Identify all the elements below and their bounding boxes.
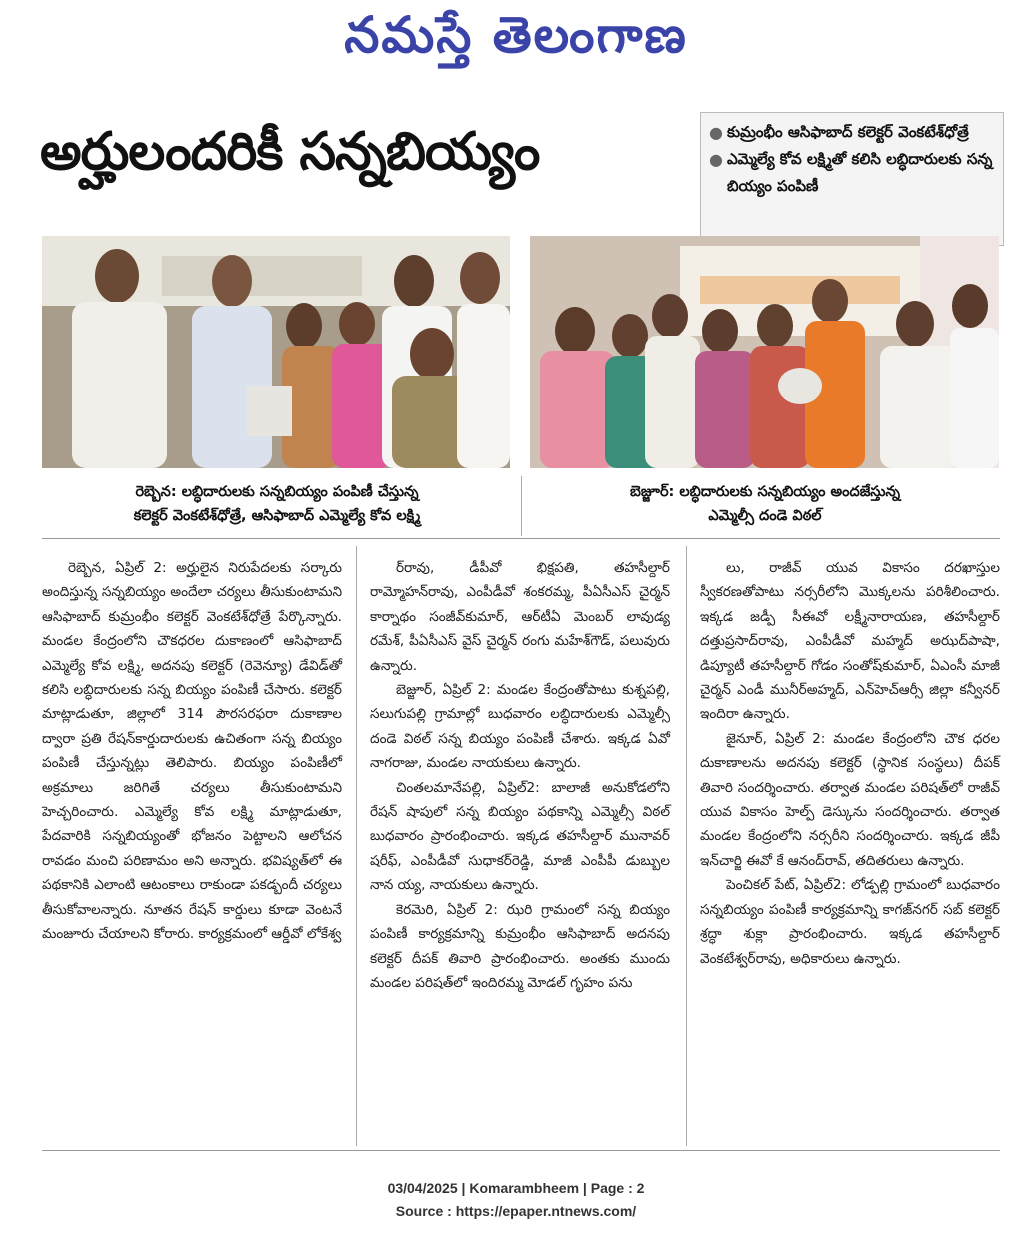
article-paragraph: కెరమెరి, ఏప్రిల్ 2: ఝరి గ్రామంలో సన్న బియ్యం పంపిణీ కార్యక్రమాన్ని కుమ్రంభీం ఆసిఫాబాద్ అదనపు కలెక్టర్ దీపక్ తివారి ప్రారంభించారు. అంతకు ముందు మండల పరిషత్‌లో ఇందిరమ్మ మోడల్ గృహం పను xyxy=(370,901,670,991)
bullet-icon: ● xyxy=(709,150,723,169)
subheading-text: ఎమ్మెల్యే కోవ లక్ష్మితో కలిసి లబ్ధిదారులకు సన్న బియ్యం పంపిణీ xyxy=(727,150,993,195)
article-column-2 xyxy=(370,556,670,995)
caption-line: కలెక్టర్ వెంకటేశ్‌ధోత్రే, ఆసిఫాబాద్ ఎమ్మెల్యే కోవ లక్ష్మి xyxy=(133,508,421,524)
subheading-item xyxy=(709,119,995,146)
caption-line: ఎమ్మెల్సీ దండె విఠల్ xyxy=(708,508,822,524)
subheading-box xyxy=(700,112,1004,246)
subheading-text: కుమ్రంభీం ఆసిఫాబాద్ కలెక్టర్ వెంకటేశ్‌ధోత్రే xyxy=(727,123,969,141)
column-divider xyxy=(686,546,687,1146)
bullet-icon: ● xyxy=(709,123,723,142)
article-paragraph: ర్‌రావు, డీపీవో భిక్షపతి, తహసీల్దార్ రామ్మోహన్‌రావు, ఎంపీడీవో శంకరమ్మ, పీఏసీఎస్ చైర్మన్ కార్నాథం సంజీవ్‌కుమార్, ఆర్‌టీఏ మెంబర్ లావుడ్య రమేశ్, పీఏసీఎస్ వైస్ చైర్మన్ రంగు మహేశ్‌గౌడ్, పలువురు ఉన్నారు. xyxy=(370,560,670,674)
subheading-item xyxy=(709,146,995,200)
caption-divider xyxy=(521,476,522,536)
footer-source-link[interactable]: Source : https://epaper.ntnews.com/ xyxy=(395,1203,637,1219)
article-column-1 xyxy=(42,556,342,947)
column-divider xyxy=(356,546,357,1146)
article-paragraph: జైనూర్, ఏప్రిల్ 2: మండల కేంద్రంలోని చౌక ధరల దుకాణాలను అదనపు కలెక్టర్ (స్థానిక సంస్థలు) దీపక్ తివారి సందర్శించారు. తర్వాత మండల పరిషత్‌లో రాజీవ్ యువ వికాసం హెల్ప్ డెస్కును సందర్శించారు. తర్వాత మండల కేంద్రంలోని నర్సరీని సందర్శించారు. ఇక్కడ జీపీ ఇన్‌చార్జి ఈవో కే ఆనంద్‌రావ్, తదితరులు ఉన్నారు. xyxy=(700,730,1000,869)
article-paragraph: చింతలమానేపల్లి, ఏప్రిల్2: బాలాజీ అనుకోడలోని రేషన్ షాపులో సన్న బియ్యం పథకాన్ని ఎమ్మెల్సీ విఠల్ బుధవారం ప్రారంభించారు. ఇక్కడ తహసీల్దార్ మునావర్ షరీఫ్, ఎంపీడీవో సుధాకర్‌రెడ్డి, మాజీ ఎంపీపీ డుబ్బుల నాన య్య, నాయకులు ఉన్నారు. xyxy=(370,779,670,894)
article-paragraph: బెజ్జూర్, ఏప్రిల్ 2: మండల కేంద్రంతోపాటు కుశ్నపల్లి, సలుగుపల్లి గ్రామాల్లో బుధవారం లబ్ధిదారులకు ఎమ్మెల్సీ దండె విఠల్ సన్న బియ్యం పంపిణీ చేశారు. ఇక్కడ ఏవో నాగరాజు, మండల నాయకులు ఉన్నారు. xyxy=(370,682,670,772)
article-paragraph: లు, రాజీవ్ యువ వికాసం దరఖాస్తుల స్వీకరణతోపాటు నర్సరీలోని మొక్కలను పరిశీలించారు. ఇక్కడ జడ్పీ సీఈవో లక్ష్మీనారాయణ, తహసీల్దార్ దత్తుప్రసాద్‌రావు, ఎంపీడీవో మహ్మద్ అఝద్‌పాషా, డిప్యూటీ తహసీల్దార్ గోడం సంతోష్‌కుమార్, ఏఎంసీ మాజీ చైర్మన్ ఎండీ మునీర్‌అహ్మద్, ఎన్‌హెచ్‌ఆర్సీ జిల్లా కన్వీనర్ ఇందిరా ఉన్నారు. xyxy=(700,560,1000,723)
photo-rebbena-distribution xyxy=(42,236,510,468)
article-paragraph: పెంచికల్ పేట్, ఏప్రిల్2: లోడ్పల్లి గ్రామంలో బుధవారం సన్నబియ్యం పంపిణీ కార్యక్రమాన్ని కాగజ్‌నగర్ సబ్ కలెక్టర్ శ్రద్ధా శుక్లా ప్రారంభించారు. ఇక్కడ తహసీల్దార్ వెంకటేశ్వర్‌రావు, అధికారులు ఉన్నారు. xyxy=(700,877,1000,967)
article-column-3 xyxy=(700,556,1000,971)
bottom-divider xyxy=(42,1150,1000,1151)
photo-bejjur-distribution xyxy=(530,236,999,468)
photo-caption-left xyxy=(42,480,512,528)
photo-illustration xyxy=(530,236,999,468)
photo-illustration xyxy=(42,236,510,468)
article-headline: అర్హులందరికీ సన్నబియ్యం xyxy=(40,122,540,182)
newspaper-masthead: నమస్తే తెలంగాణ xyxy=(344,6,688,64)
caption-line: రెబ్బెన: లబ్ధిదారులకు సన్నబియ్యం పంపిణీ చేస్తున్న xyxy=(135,484,419,500)
footer-date-edition: 03/04/2025 | Komarambheem | Page : 2 xyxy=(387,1180,645,1196)
article-paragraph: రెబ్బెన, ఏప్రిల్ 2: అర్హులైన నిరుపేదలకు సర్కారు అందిస్తున్న సన్నబియ్యం అందేలా చర్యలు తీసుకుంటామని ఆసిఫాబాద్ కుమ్రంభీం కలెక్టర్ వెంకటేశ్‌ధోత్రే పేర్కొన్నారు. మండల కేంద్రంలోని చౌకధరల దుకాణంలో ఆసిఫాబాద్ ఎమ్మెల్యే కోవ లక్ష్మి, అదనపు కలెక్టర్ (రెవెన్యూ) డేవిడ్‌తో కలిసి లబ్ధిదారులకు సన్న బియ్యం పంపిణీ చేసారు. కలెక్టర్ మాట్లాడుతూ, జిల్లాలో 314 పౌరసరఫరా దుకాణాల ద్వారా ప్రతి రేషన్‌కార్డుదారులకు ఉచితంగా సన్న బియ్యం పంపిణీ చేస్తున్నట్లు తెలిపారు. బియ్యం పంపిణీలో అక్రమాలు జరిగితే చర్యలు తీసుకుంటామని హెచ్చరించారు. ఎమ్మెల్యే కోవ లక్ష్మి మాట్లాడుతూ, పేదవారికి సన్నబియ్యంతో భోజనం పెట్టాలని ఆలోచన రావడం మంచి పరిణామం అని అన్నారు. భవిష్యత్‌లో ఈ పథకానికి ఎలాంటి ఆటంకాలు రాకుండా పకడ్బందీ చర్యలు తీసుకోవాలన్నారు. నూతన రేషన్ కార్డులు కూడా వెంటనే మంజూరు చేయాలని కోరారు. కార్యక్రమంలో ఆర్డీవో లోకేశ్వ xyxy=(42,560,342,943)
photo-caption-right xyxy=(530,480,1000,528)
caption-line: బెజ్జూర్: లబ్ధిదారులకు సన్నబియ్యం అందజేస్తున్న xyxy=(630,484,900,500)
section-divider xyxy=(42,538,1000,539)
